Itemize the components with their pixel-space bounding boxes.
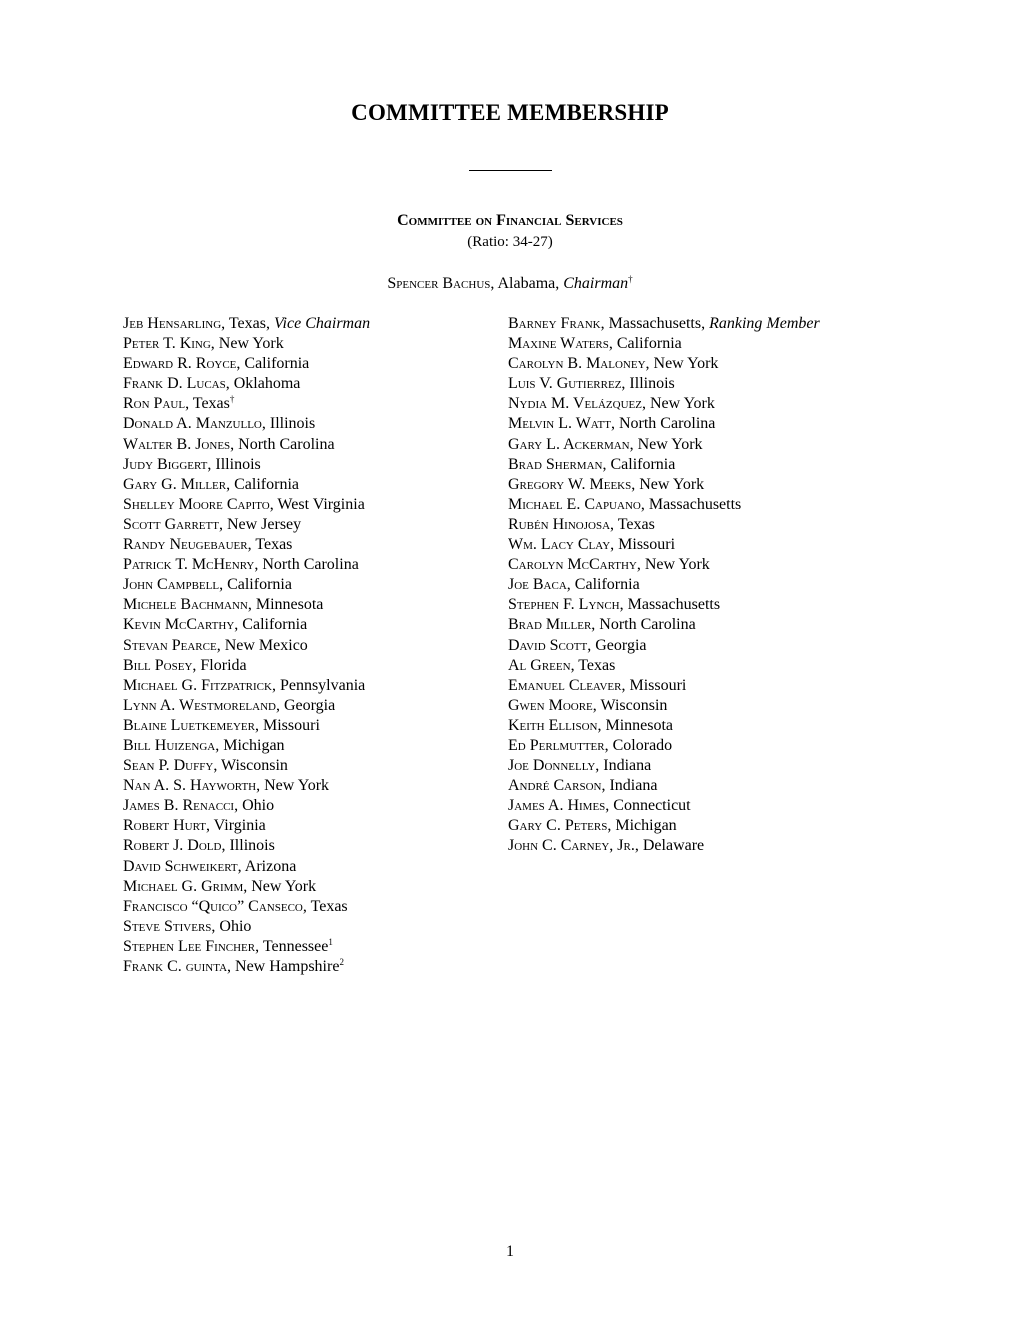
page-title: COMMITTEE MEMBERSHIP	[351, 100, 669, 125]
member-state: , Texas	[185, 395, 230, 413]
member-entry	[123, 857, 370, 877]
member-entry	[123, 696, 370, 716]
member-state: , North Carolina	[230, 435, 335, 453]
member-entry	[508, 736, 820, 756]
member-state: , New York	[243, 877, 317, 895]
member-entry	[123, 475, 370, 495]
member-state: , Georgia	[275, 696, 336, 714]
member-state: , California	[602, 455, 676, 473]
member-name: Michael G. Fitzpatrick	[123, 676, 272, 694]
member-state: , Illinois	[621, 375, 675, 393]
member-entry	[123, 937, 370, 957]
member-entry	[123, 877, 370, 897]
member-state: , New York	[636, 556, 710, 574]
member-entry	[123, 816, 370, 836]
member-entry	[123, 575, 370, 595]
member-name: John C. Carney, Jr.	[508, 837, 635, 855]
member-entry	[508, 394, 820, 414]
member-entry	[508, 515, 820, 535]
chairman-mark: †	[628, 274, 633, 284]
member-entry	[123, 354, 370, 374]
member-name: Robert Hurt	[123, 817, 206, 835]
member-name: Al Green	[508, 656, 571, 674]
member-state: , New York	[631, 475, 705, 493]
member-state: , New York	[641, 395, 715, 413]
member-name: Kevin McCarthy	[123, 616, 235, 634]
member-entry	[123, 515, 370, 535]
member-name: Joe Donnelly	[508, 757, 596, 775]
member-state: , Oklahoma	[225, 375, 301, 393]
footnote-mark: †	[229, 394, 235, 405]
member-name: Stevan Pearce	[123, 636, 217, 654]
member-state: , New Jersey	[218, 515, 302, 533]
member-entry	[508, 796, 820, 816]
member-state: , Minnesota	[247, 596, 324, 614]
member-name: Gregory W. Meeks	[508, 475, 632, 493]
member-entry	[508, 836, 820, 856]
member-state: , Texas	[302, 897, 348, 915]
member-state: , Missouri	[254, 716, 320, 734]
member-name: James B. Renacci	[123, 797, 235, 815]
member-name: Shelley Moore Capito	[123, 495, 270, 513]
committee-chairman	[0, 275, 1020, 293]
member-state: , Ohio	[234, 797, 275, 815]
member-state: , Pennsylvania	[271, 676, 366, 694]
member-entry	[123, 736, 370, 756]
footnote-mark: 1	[328, 936, 333, 947]
member-state: , Minnesota	[597, 716, 674, 734]
member-name: Michele Bachmann	[123, 596, 248, 614]
member-name: Bill Huizenga	[123, 736, 216, 754]
member-state: , New York	[210, 335, 284, 353]
member-entry	[508, 535, 820, 555]
member-name: Sean P. Duffy	[123, 757, 214, 775]
member-name: Brad Miller	[508, 616, 592, 634]
member-state: , Tennessee	[255, 937, 329, 955]
member-entry	[508, 414, 820, 434]
member-state: , Indiana	[601, 777, 658, 795]
member-name: Robert J. Dold	[123, 837, 222, 855]
member-name: Patrick T. McHenry	[123, 556, 255, 574]
member-entry	[123, 374, 370, 394]
member-entry	[508, 615, 820, 635]
member-state: , North Carolina	[610, 415, 716, 433]
member-state: , Colorado	[604, 736, 673, 754]
member-entry	[508, 455, 820, 475]
member-entry	[123, 897, 370, 917]
member-name: Carolyn B. Maloney	[508, 355, 646, 373]
member-state: , Illinois	[261, 415, 316, 433]
member-state: , Indiana	[595, 757, 652, 775]
member-entry	[123, 394, 370, 414]
member-state: , New Hampshire	[227, 958, 340, 975]
member-state: , Massachusetts,	[600, 315, 710, 332]
member-state: , New Mexico	[216, 636, 308, 654]
member-state: , Connecticut	[605, 797, 691, 815]
member-entry	[508, 756, 820, 776]
member-name: Michael G. Grimm	[123, 877, 244, 895]
chairman-role: Chairman	[563, 275, 629, 292]
member-state: , Illinois	[221, 837, 275, 855]
member-entry	[123, 776, 370, 796]
member-entry	[508, 656, 820, 676]
member-name: Jeb Hensarling	[123, 315, 222, 332]
member-entry	[123, 435, 370, 455]
page-number: 1	[506, 1243, 514, 1260]
member-name: Frank D. Lucas	[123, 375, 226, 393]
member-entry	[123, 535, 370, 555]
member-entry	[508, 374, 820, 394]
member-entry	[508, 475, 820, 495]
member-name: Carolyn McCarthy	[508, 556, 637, 574]
member-state: , Missouri	[610, 536, 676, 554]
chairman-state: , Alabama,	[490, 275, 564, 292]
member-entry	[123, 495, 370, 515]
member-name: Ed Perlmutter	[508, 736, 605, 754]
member-name: Walter B. Jones	[123, 435, 231, 453]
member-name: Stephen Lee Fincher	[123, 937, 256, 955]
member-state: , Michigan	[607, 817, 677, 835]
member-name: Stephen F. Lynch	[508, 596, 620, 614]
member-state: , Arizona	[237, 857, 297, 875]
chairman-name: Spencer Bachus	[387, 275, 491, 292]
member-name: André Carson	[508, 777, 602, 795]
member-state: , New York	[629, 435, 703, 453]
member-entry	[123, 615, 370, 635]
member-entry	[123, 957, 370, 977]
member-entry	[123, 595, 370, 615]
member-entry	[123, 676, 370, 696]
member-entry	[123, 656, 370, 676]
member-name: John Campbell	[123, 576, 220, 594]
member-entry	[508, 776, 820, 796]
member-state: , Texas	[247, 536, 293, 554]
member-name: Blaine Luetkemeyer	[123, 716, 255, 734]
member-entry	[123, 716, 370, 736]
member-state: , Delaware	[634, 837, 705, 855]
member-state: , California	[566, 576, 640, 594]
member-entry	[508, 354, 820, 374]
member-name: Rubén Hinojosa	[508, 515, 611, 533]
member-state: , Texas,	[221, 315, 274, 332]
member-name: Gwen Moore	[508, 696, 593, 714]
member-name: Francisco “Quico” Canseco	[123, 897, 303, 915]
member-name: Judy Biggert	[123, 455, 208, 473]
member-entry	[508, 314, 820, 334]
committee-ratio: (Ratio: 34-27)	[467, 234, 553, 250]
member-name: Donald A. Manzullo	[123, 415, 262, 433]
member-name: Luis V. Gutierrez	[508, 375, 622, 393]
majority-member-list	[123, 314, 370, 977]
member-state: , Wisconsin	[592, 696, 668, 714]
member-role: Ranking Member	[709, 315, 820, 332]
member-name: Michael E. Capuano	[508, 495, 641, 513]
member-state: , California	[608, 335, 682, 353]
member-name: David Schweikert	[123, 857, 238, 875]
member-entry	[123, 796, 370, 816]
member-name: Steve Stivers	[123, 917, 212, 935]
member-name: Edward R. Royce	[123, 355, 237, 373]
member-name: Brad Sherman	[508, 455, 603, 473]
member-state: , Virginia	[205, 817, 266, 835]
member-name: Lynn A. Westmoreland	[123, 696, 276, 714]
member-entry	[508, 495, 820, 515]
member-state: , New York	[256, 777, 330, 795]
member-name: Maxine Waters	[508, 335, 609, 353]
member-state: , California	[226, 475, 299, 493]
member-state: , Massachusetts	[619, 596, 721, 614]
member-role: Vice Chairman	[273, 315, 371, 332]
member-name: Gary G. Miller	[123, 475, 227, 493]
member-entry	[123, 836, 370, 856]
member-entry	[123, 314, 370, 334]
member-state: , California	[219, 576, 292, 594]
member-state: , West Virginia	[269, 495, 365, 513]
member-entry	[123, 414, 370, 434]
member-state: , Ohio	[211, 917, 252, 935]
member-entry	[508, 575, 820, 595]
member-name: Wm. Lacy Clay	[508, 536, 611, 554]
member-entry	[123, 334, 370, 354]
member-entry	[123, 756, 370, 776]
member-state: , New York	[645, 355, 719, 373]
member-name: Frank C. guinta	[123, 958, 228, 975]
member-state: , Massachusetts	[640, 495, 742, 513]
member-name: Keith Ellison	[508, 716, 598, 734]
member-entry	[123, 455, 370, 475]
member-name: Scott Garrett	[123, 515, 219, 533]
member-entry	[508, 636, 820, 656]
member-name: Nydia M. Velázquez	[508, 395, 642, 413]
member-state: , Florida	[192, 656, 247, 674]
member-entry	[508, 676, 820, 696]
member-name: Barney Frank	[508, 315, 601, 332]
member-state: , North Carolina	[254, 556, 359, 574]
member-name: Peter T. King	[123, 335, 211, 353]
member-state: , North Carolina	[591, 616, 696, 634]
title-rule	[469, 170, 552, 171]
member-entry	[508, 435, 820, 455]
member-entry	[508, 334, 820, 354]
member-state: , California	[234, 616, 308, 634]
member-entry	[508, 816, 820, 836]
member-entry	[508, 696, 820, 716]
member-entry	[508, 716, 820, 736]
member-name: Ron Paul	[123, 395, 186, 413]
member-entry	[123, 636, 370, 656]
member-state: , Michigan	[215, 736, 285, 754]
member-name: Melvin L. Watt	[508, 415, 611, 433]
member-entry	[123, 555, 370, 575]
member-state: , Illinois	[207, 455, 261, 473]
member-state: , Texas	[570, 656, 616, 674]
member-state: , Wisconsin	[213, 757, 288, 775]
member-state: , California	[236, 355, 310, 373]
member-state: , Missouri	[621, 676, 687, 694]
member-name: Randy Neugebauer	[123, 536, 248, 554]
member-entry	[508, 555, 820, 575]
member-name: Nan A. S. Hayworth	[123, 777, 257, 795]
member-name: Gary L. Ackerman	[508, 435, 630, 453]
member-name: James A. Himes	[508, 797, 606, 815]
member-entry	[508, 595, 820, 615]
minority-member-list	[508, 314, 820, 857]
committee-name: Committee on Financial Services	[397, 212, 623, 229]
member-entry	[123, 917, 370, 937]
member-name: David Scott	[508, 636, 588, 654]
member-name: Emanuel Cleaver	[508, 676, 622, 694]
member-name: Gary C. Peters	[508, 817, 608, 835]
member-state: , Georgia	[587, 636, 647, 654]
footnote-mark: 2	[339, 957, 344, 967]
member-name: Bill Posey	[123, 656, 193, 674]
member-state: , Texas	[610, 515, 655, 533]
member-name: Joe Baca	[508, 576, 567, 594]
